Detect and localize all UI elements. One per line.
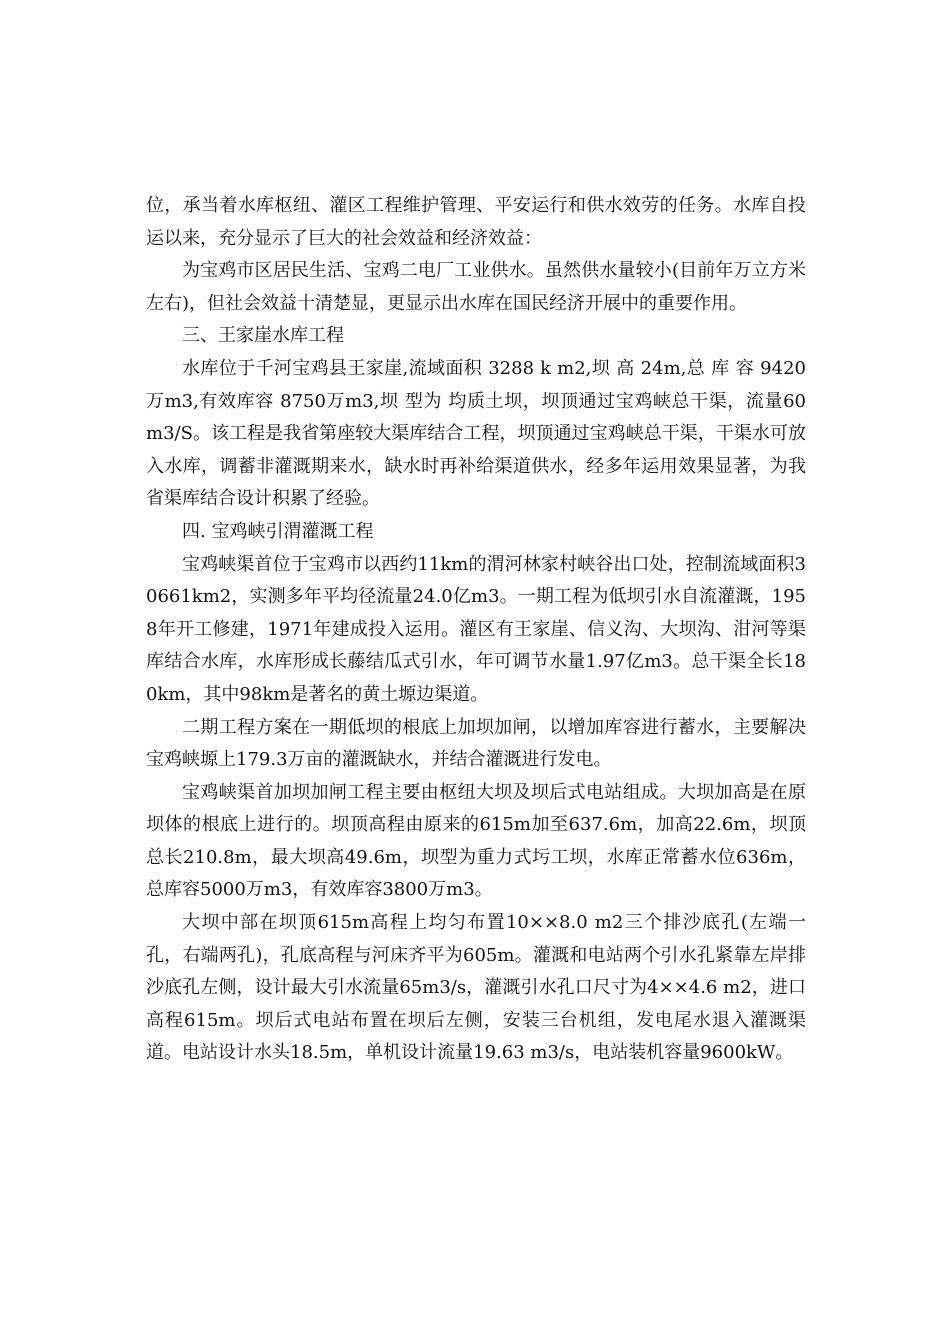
paragraph-dam-layout: 大坝中部在坝顶615m高程上均匀布置10××8.0 m2三个排沙底孔(左端一孔，右端两孔)，孔底高程与河床齐平为605m。灌溉和电站两个引水孔紧靠左岸排沙底孔左侧，设计最大引水流量65m3/s，灌溉引水孔口尺寸为4××4.6 m2，进口高程615m。坝后式电站布置在坝后左侧，安装三台机组，发电尾水退入灌溉渠道。电站设计水头18.5m，单机设计流量19.63 m3/s，电站装机容量9600kW。 bbox=[146, 912, 806, 1064]
document-body bbox=[146, 190, 806, 1070]
section-heading-4: 四. 宝鸡峡引渭灌溉工程 bbox=[182, 520, 374, 542]
paragraph-wangjiaya: 水库位于千河宝鸡县王家崖,流域面积 3288 k m2,坝 高 24m,总 库 容 9420万m3,有效库容 8750万m3,坝 型为 均质土坝，坝顶通过宝鸡峡总干渠，流量60 m3/S。该工程是我省第座较大渠库结合工程，坝顶通过宝鸡峡总干渠，干渠水可放入水库，调蓄非灌溉期来水，缺水时再补给渠道供水，经多年运用效果显著，为我省渠库结合设计积累了经验。 bbox=[146, 357, 807, 510]
section-heading-3: 三、王家崖水库工程 bbox=[182, 325, 344, 347]
paragraph-phase-two: 二期工程方案在一期低坝的根底上加坝加闸，以增加库容进行蓄水，主要解决宝鸡峡塬上179.3万亩的灌溉缺水，并结合灌溉进行发电。 bbox=[146, 716, 806, 771]
paragraph-dam-raising: 宝鸡峡渠首加坝加闸工程主要由枢纽大坝及坝后式电站组成。大坝加高是在原坝体的根底上进行的。坝顶高程由原来的615m加至637.6m，加高22.6m，坝顶总长210.8m，最大坝高49.6m，坝型为重力式圬工坝，水库正常蓄水位636m，总库容5000万m3，有效库容3800万m3。 bbox=[146, 781, 806, 901]
paragraph-2: 为宝鸡市区居民生活、宝鸡二电厂工业供水。虽然供水量较小(目前年万立方米左右)，但社会效益十清楚显，更显示出水库在国民经济开展中的重要作用。 bbox=[146, 260, 806, 314]
paragraph-1: 位，承当着水库枢纽、灌区工程维护管理、平安运行和供水效劳的任务。水库自投运以来，充分显示了巨大的社会效益和经济效益： bbox=[146, 195, 806, 249]
paragraph-baojixia-intro: 宝鸡峡渠首位于宝鸡市以西约11km的渭河林家村峡谷出口处，控制流域面积30661km2，实测多年平均径流量24.0亿m3。一期工程为低坝引水自流灌溉，1958年开工修建，1971年建成投入运用。灌区有王家崖、信义沟、大坝沟、泔河等渠库结合水库，水库形成长藤结瓜式引水，年可调节水量1.97亿m3。总干渠全长180km，其中98km是著名的黄土塬边渠道。 bbox=[146, 553, 806, 705]
